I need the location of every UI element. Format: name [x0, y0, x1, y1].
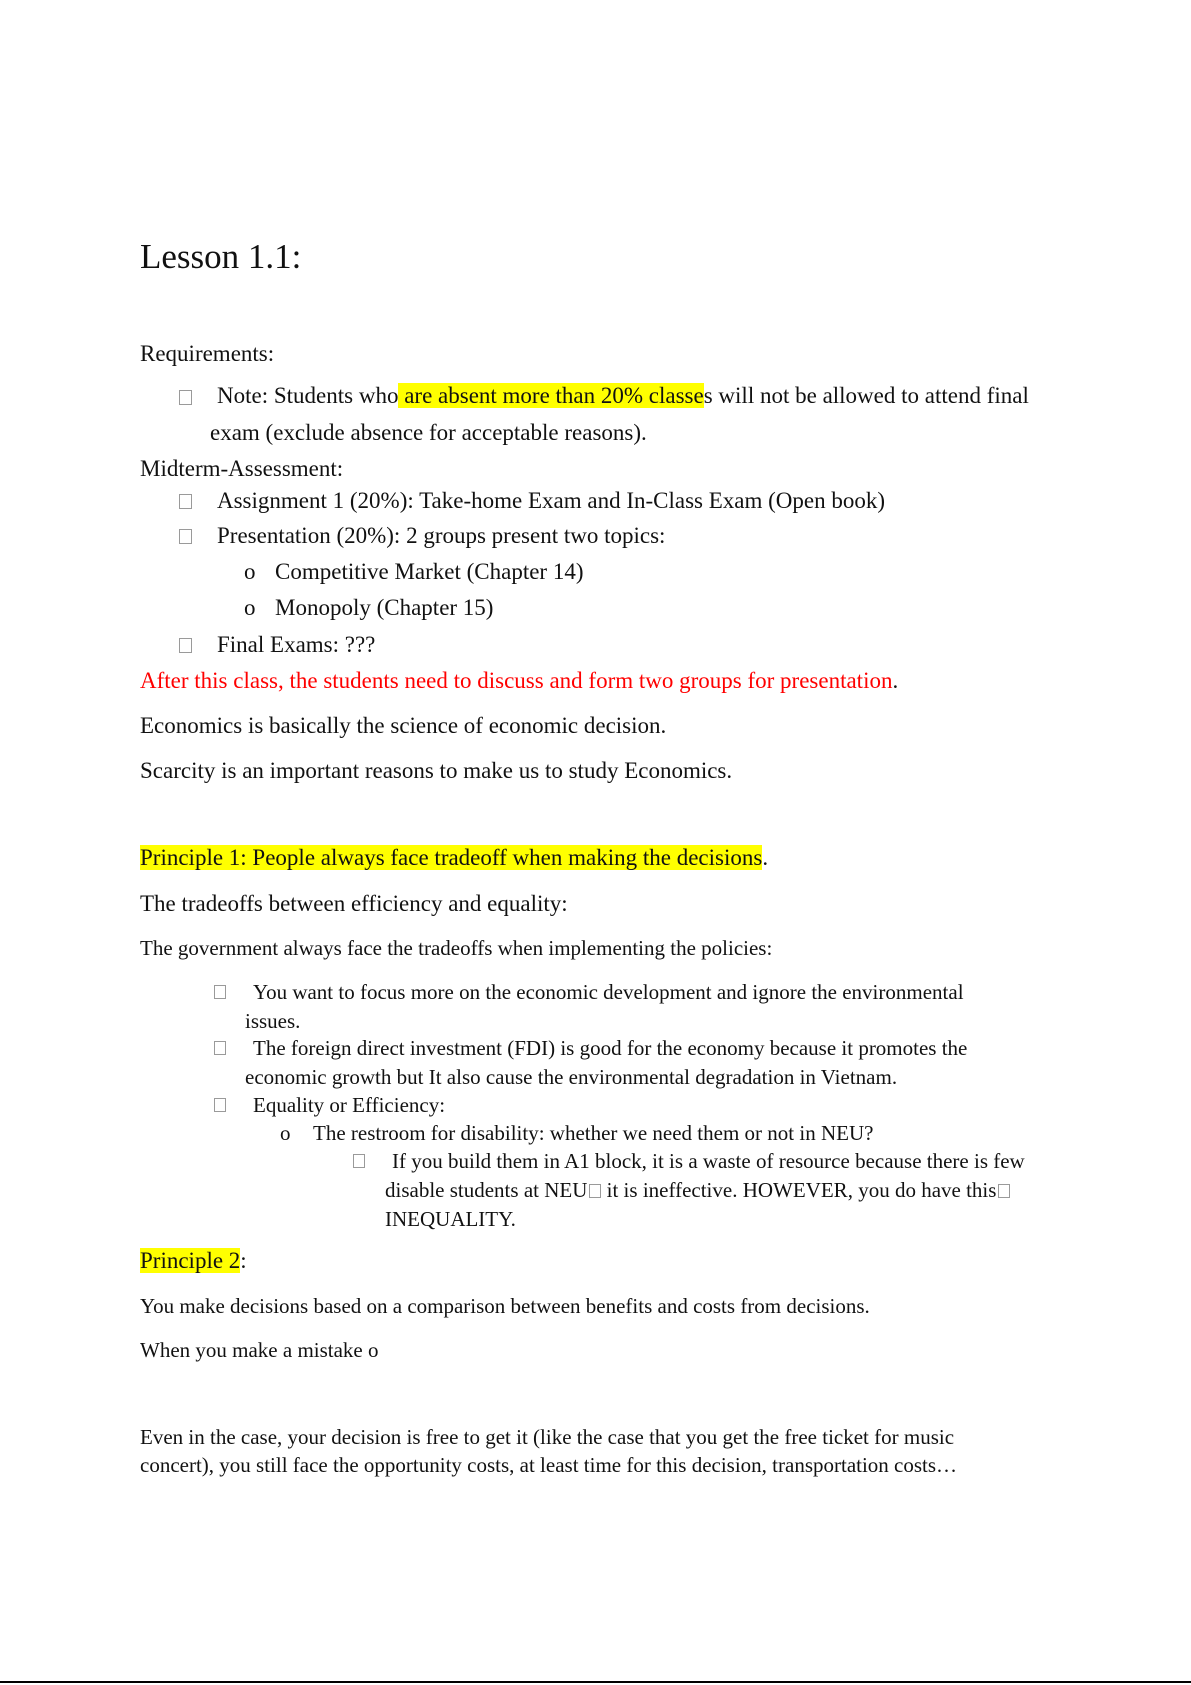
note-text-pre: Note: Students who — [217, 383, 399, 408]
economics-definition: Economics is basically the science of economic decision. — [140, 713, 667, 738]
restroom-detail-line2 — [385, 1178, 1010, 1203]
principle-1 — [140, 845, 768, 871]
lesson-title: Lesson 1.1: — [140, 237, 302, 276]
principle-2-highlight: Principle 2 — [140, 1248, 241, 1273]
restroom-detail-line1: If you build them in A1 block, it is a waste of resource because there is few — [392, 1149, 1025, 1173]
page-bottom-rule — [0, 1681, 1191, 1683]
topic-marker: o — [244, 559, 256, 584]
gov-item-1-line1: You want to focus more on the economic development and ignore the environmental — [253, 980, 964, 1004]
mistake-line: When you make a mistake o — [140, 1338, 379, 1362]
arrow-glyph-icon — [998, 1184, 1010, 1198]
absence-highlight: are absent more than 20% classe — [398, 383, 704, 408]
topic-competitive-market: Competitive Market (Chapter 14) — [275, 559, 584, 584]
restroom-detail-text-b: it is ineffective. HOWEVER, you do have this — [601, 1178, 997, 1202]
topic-marker: o — [280, 1121, 291, 1145]
principle-1-highlight: Principle 1: People always face tradeoff when making the decisions — [140, 845, 763, 870]
gov-item-2-line2: economic growth but It also cause the environmental degradation in Vietnam. — [245, 1065, 898, 1089]
requirements-heading: Requirements: — [140, 341, 275, 366]
principle-2-end: : — [240, 1248, 247, 1273]
principle-2 — [140, 1248, 247, 1274]
final-exams: Final Exams: ??? — [217, 632, 376, 657]
note-text-post: s will not be allowed to attend final — [703, 383, 1029, 408]
checkbox-bullet-icon — [214, 1098, 226, 1112]
checkbox-bullet-icon — [179, 494, 192, 509]
decisions-line: You make decisions based on a comparison between benefits and costs from decisions. — [140, 1294, 870, 1318]
checkbox-bullet-icon — [214, 1041, 226, 1055]
government-line: The government always face the tradeoffs when implementing the policies: — [140, 936, 773, 960]
note-line-2: exam (exclude absence for acceptable reasons). — [210, 420, 647, 445]
free-case-line2: concert), you still face the opportunity costs, at least time for this decision, transportation costs… — [140, 1453, 958, 1477]
midterm-item-presentation: Presentation (20%): 2 groups present two topics: — [217, 523, 666, 548]
gov-item-2-line1: The foreign direct investment (FDI) is good for the economy because it promotes the — [253, 1036, 968, 1060]
midterm-item-assignment: Assignment 1 (20%): Take-home Exam and In-Class Exam (Open book) — [217, 488, 886, 513]
tradeoffs-heading: The tradeoffs between efficiency and equality: — [140, 891, 568, 916]
note-line — [217, 383, 1029, 409]
checkbox-bullet-icon — [179, 638, 192, 653]
restroom-detail-text-a: disable students at NEU — [385, 1178, 588, 1202]
principle-1-end: . — [762, 845, 769, 870]
restroom-detail-line3: INEQUALITY. — [385, 1207, 516, 1231]
topic-marker: o — [244, 595, 256, 620]
after-class-end: . — [892, 668, 899, 693]
midterm-heading: Midterm-Assessment: — [140, 456, 344, 481]
gov-item-3: Equality or Efficiency: — [253, 1093, 446, 1117]
after-class-text: After this class, the students need to discuss and form two groups for presentation — [140, 668, 893, 693]
after-class-note — [140, 668, 898, 694]
checkbox-bullet-icon — [179, 390, 192, 405]
free-case-line1: Even in the case, your decision is free to get it (like the case that you get the free ticket for music — [140, 1425, 955, 1449]
checkbox-bullet-icon — [353, 1154, 365, 1168]
arrow-glyph-icon — [589, 1184, 601, 1198]
checkbox-bullet-icon — [179, 529, 192, 544]
restroom-question: The restroom for disability: whether we need them or not in NEU? — [313, 1121, 874, 1145]
topic-monopoly: Monopoly (Chapter 15) — [275, 595, 494, 620]
scarcity-line: Scarcity is an important reasons to make us to study Economics. — [140, 758, 733, 783]
checkbox-bullet-icon — [214, 985, 226, 999]
gov-item-1-line2: issues. — [245, 1009, 301, 1033]
